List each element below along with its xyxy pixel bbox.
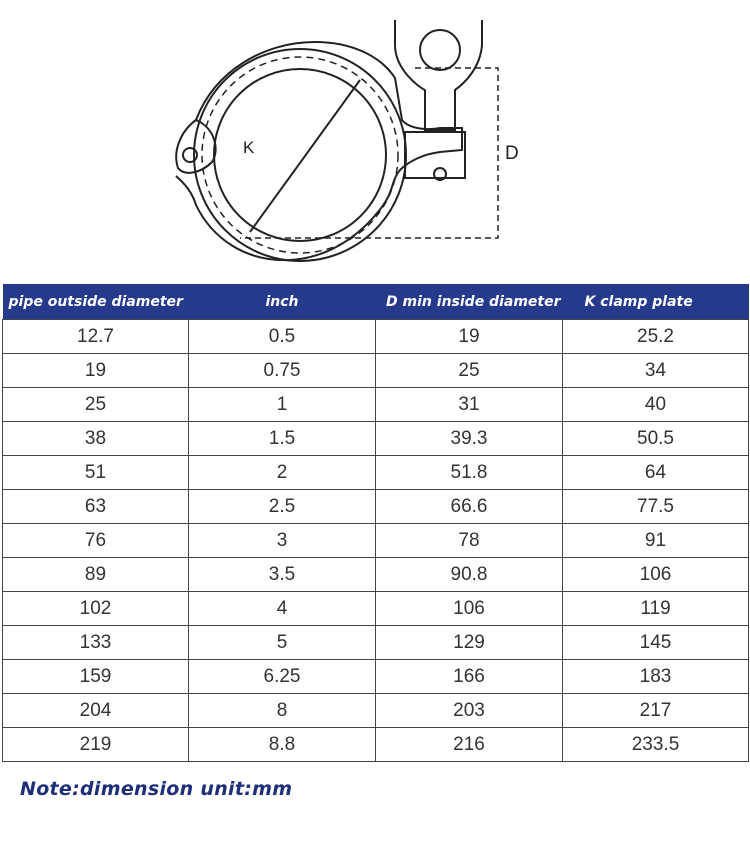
- table-cell: 159: [3, 660, 189, 694]
- table-cell: 90.8: [376, 558, 563, 592]
- table-cell: 5: [189, 626, 376, 660]
- table-cell: 31: [376, 388, 563, 422]
- table-cell: 216: [376, 728, 563, 762]
- table-body: [3, 320, 749, 762]
- table-row: [3, 558, 749, 592]
- table-cell: 8: [189, 694, 376, 728]
- header-k-plate: K clamp plate: [563, 284, 749, 320]
- table-cell: 12.7: [3, 320, 189, 354]
- header-inch: inch: [189, 284, 376, 320]
- table-cell: 3.5: [189, 558, 376, 592]
- table-cell: 19: [3, 354, 189, 388]
- table-cell: 25: [376, 354, 563, 388]
- table-cell: 217: [563, 694, 749, 728]
- table-cell: 64: [563, 456, 749, 490]
- table-cell: 203: [376, 694, 563, 728]
- label-d: D: [505, 143, 519, 164]
- unit-note: Note:dimension unit:mm: [20, 778, 293, 800]
- table-cell: 39.3: [376, 422, 563, 456]
- table-cell: 78: [376, 524, 563, 558]
- table-cell: 204: [3, 694, 189, 728]
- table-row: [3, 388, 749, 422]
- table-cell: 50.5: [563, 422, 749, 456]
- table-row: [3, 320, 749, 354]
- hinge-body: [176, 120, 215, 173]
- table-header-row: [3, 284, 749, 320]
- table-cell: 183: [563, 660, 749, 694]
- table-cell: 34: [563, 354, 749, 388]
- table-cell: 38: [3, 422, 189, 456]
- table-cell: 89: [3, 558, 189, 592]
- spec-table: [2, 284, 749, 762]
- table-cell: 133: [3, 626, 189, 660]
- table-cell: 1.5: [189, 422, 376, 456]
- table-cell: 63: [3, 490, 189, 524]
- table-cell: 8.8: [189, 728, 376, 762]
- table-row: [3, 524, 749, 558]
- clamp-diagram: [0, 0, 750, 280]
- table-cell: 106: [563, 558, 749, 592]
- table-cell: 1: [189, 388, 376, 422]
- header-pipe-od: pipe outside diameter: [3, 284, 189, 320]
- table-cell: 0.5: [189, 320, 376, 354]
- table-cell: 76: [3, 524, 189, 558]
- table-row: [3, 456, 749, 490]
- table-cell: 6.25: [189, 660, 376, 694]
- table-row: [3, 592, 749, 626]
- table-row: [3, 694, 749, 728]
- table-cell: 77.5: [563, 490, 749, 524]
- table-row: [3, 728, 749, 762]
- table-cell: 145: [563, 626, 749, 660]
- clamp-outer-ring: [194, 49, 406, 261]
- table-row: [3, 354, 749, 388]
- table-row: [3, 626, 749, 660]
- table-row: [3, 490, 749, 524]
- wing-nut: [395, 20, 482, 130]
- table-cell: 2: [189, 456, 376, 490]
- table-cell: 233.5: [563, 728, 749, 762]
- table-cell: 40: [563, 388, 749, 422]
- table-cell: 119: [563, 592, 749, 626]
- table-row: [3, 660, 749, 694]
- k-dimension-line: [250, 80, 360, 232]
- clamp-inner-ring: [214, 69, 386, 241]
- table-cell: 3: [189, 524, 376, 558]
- table-cell: 102: [3, 592, 189, 626]
- table-cell: 51: [3, 456, 189, 490]
- table-row: [3, 422, 749, 456]
- table-cell: 2.5: [189, 490, 376, 524]
- table-cell: 106: [376, 592, 563, 626]
- table-cell: 91: [563, 524, 749, 558]
- label-k: K: [243, 138, 255, 157]
- table-cell: 129: [376, 626, 563, 660]
- header-d-min: D min inside diameter: [376, 284, 563, 320]
- table-cell: 25.2: [563, 320, 749, 354]
- d-dimension-lines: [240, 68, 498, 238]
- table-cell: 4: [189, 592, 376, 626]
- table-cell: 0.75: [189, 354, 376, 388]
- table-cell: 19: [376, 320, 563, 354]
- clamp-drawing: [0, 0, 750, 280]
- table-cell: 51.8: [376, 456, 563, 490]
- table-cell: 66.6: [376, 490, 563, 524]
- table-cell: 219: [3, 728, 189, 762]
- table-cell: 25: [3, 388, 189, 422]
- table-cell: 166: [376, 660, 563, 694]
- clamp-outer: [176, 42, 462, 260]
- wing-nut-hole: [420, 30, 460, 70]
